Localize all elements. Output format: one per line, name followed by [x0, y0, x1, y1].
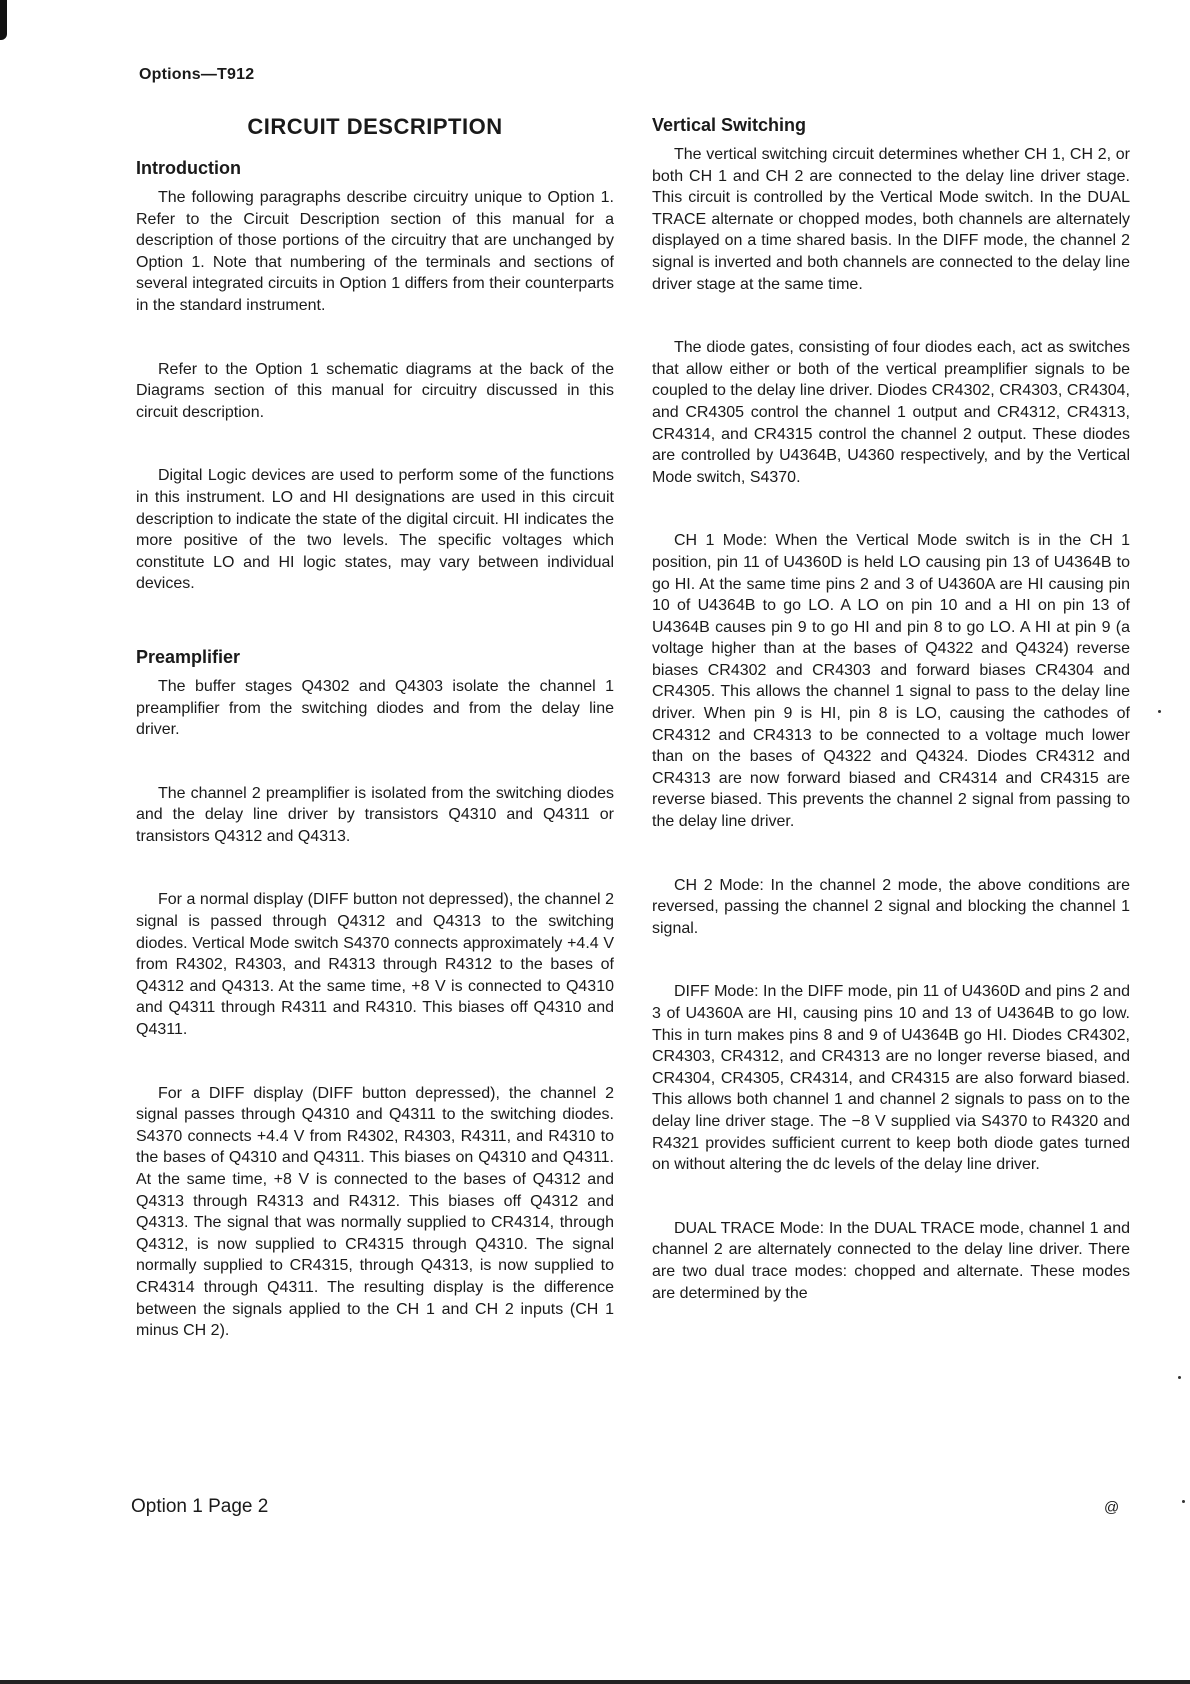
section-heading-vertical-switching: Vertical Switching: [652, 115, 807, 135]
paragraph: Refer to the Option 1 schematic diagrams at the back of the Diagrams section of this manual for circuitry discussed in this circuit description.: [136, 360, 614, 421]
page-title: CIRCUIT DESCRIPTION: [247, 114, 503, 139]
scan-edge-mark: [0, 0, 7, 40]
scan-bottom-edge: [0, 1680, 1190, 1684]
paragraph: The vertical switching circuit determines whether CH 1, CH 2, or both CH 1 and CH 2 are connected to the delay line driver stage. This circuit is controlled by the Vertical Mode switch. In the DUAL TRACE alternate or chopped modes, both channels are alternately displayed on a time shared basis. In the DIFF mode, the channel 2 signal is inverted and both channels are connected to the delay line driver stage at the same time.: [652, 146, 1130, 293]
paragraph: For a normal display (DIFF button not depressed), the channel 2 signal is passed through Q4312 and Q4313 to the switching diodes. Vertical Mode switch S4370 connects approximately +4.4 V from R4302, R4303, and R4313 through R4312 to the bases of Q4312 and Q4313. At the same time, +8 V is connected to Q4310 and Q4311 through R4311 and R4310. This biases off Q4310 and Q4311.: [136, 891, 614, 1039]
paragraph: The following paragraphs describe circuitry unique to Option 1. Refer to the Circuit Description section of this manual for a description of those portions of the circuitry that are unchanged by Option 1. Note that numbering of the terminals and sections of several integrated circuits in Option 1 differs from their counterparts in the standard instrument.: [136, 189, 614, 314]
paragraph: CH 2 Mode: In the channel 2 mode, the above conditions are reversed, passing the channel 2 signal and blocking the channel 1 signal.: [652, 876, 1130, 937]
right-column: [652, 112, 1130, 1304]
paragraph: Digital Logic devices are used to perform some of the functions in this instrument. LO and HI designations are used in this circuit description to indicate the state of the digital circuit. HI indicates the more positive of the two levels. The specific voltages which constitute LO and HI logic states, may vary between individual devices.: [136, 467, 614, 593]
scan-speck: [1178, 1376, 1181, 1379]
scan-speck: [1158, 710, 1161, 713]
paragraph: For a DIFF display (DIFF button depressed), the channel 2 signal passes through Q4310 and Q4311 to the switching diodes. S4370 connects +4.4 V from R4302, R4303, R4311, and R4310 to the bases of Q4310 and Q4311. This biases on Q4310 and Q4311. At the same time, +8 V is connected to the bases of Q4312 and Q4313 through R4313 and R4312. This biases off Q4312 and Q4313. The signal that was normally supplied to CR4314, through Q4312, is now supplied to CR4315 through Q4310. The signal normally supplied to CR4315, through Q4313, is now supplied to CR4314 through Q4311. The resulting display is the difference between the signals applied to the CH 1 and CH 2 inputs (CH 1 minus CH 2).: [136, 1084, 614, 1340]
left-column: [136, 112, 614, 1342]
paragraph: The diode gates, consisting of four diodes each, act as switches that allow either or both of the vertical preamplifier signals to be coupled to the delay line driver. Diodes CR4302, CR4303, CR4304, and CR4305 control the channel 1 output and CR4312, CR4313, CR4314, and CR4315 control the channel 2 output. These diodes are controlled by U4364B, U4360 respectively, and by the Vertical Mode switch, S4370.: [652, 339, 1130, 486]
paragraph: The buffer stages Q4302 and Q4303 isolate the channel 1 preamplifier from the switching diodes and from the delay line driver.: [136, 677, 614, 739]
paragraph: CH 1 Mode: When the Vertical Mode switch is in the CH 1 position, pin 11 of U4360D is held LO causing pin 13 of U4364B to go HI. At the same time pins 2 and 3 of U4360A are HI causing pin 10 of U4364B to go LO. A LO on pin 10 and a HI on pin 13 of U4364B causes pin 9 to go HI and pin 8 to go LO. A HI at pin 9 (a voltage higher than at the bases of Q4322 and Q4324) reverse biases CR4302 and CR4303 and forward biases CR4304 and CR4305. This allows the channel 1 signal to pass to the delay line driver. When pin 9 is HI, pin 8 is LO, causing the cathodes of CR4312 and CR4313 to be connected to a voltage much lower than on the bases of Q4322 and Q4324. Diodes CR4312 and CR4313 are now forward biased and CR4314 and CR4315 are reverse biased. This prevents the channel 2 signal from passing to the delay line driver.: [652, 532, 1130, 831]
paragraph: DIFF Mode: In the DIFF mode, pin 11 of U4360D and pins 2 and 3 of U4360A are HI, causing pins 10 and 13 of U4364B to go low. This in turn makes pins 8 and 9 of U4364B go HI. Diodes CR4302, CR4303, CR4312, and CR4313 are no longer reverse biased, and CR4304, CR4305, CR4314, and CR4315 are also forward biased. This allows both channel 1 and channel 2 signals to pass on to the delay line driver stage. The −8 V supplied via S4370 to R4320 and R4321 provides sufficient current to keep both diode gates turned on without altering the dc levels of the delay line driver.: [652, 983, 1130, 1174]
section-heading-preamplifier: Preamplifier: [136, 646, 241, 667]
section-heading-introduction: Introduction: [136, 158, 241, 178]
page-number-label: Option 1 Page 2: [131, 1496, 269, 1517]
paragraph: DUAL TRACE Mode: In the DUAL TRACE mode, channel 1 and channel 2 are alternately connected to the delay line driver. There are two dual trace modes: chopped and alternate. These modes are determined by the: [652, 1219, 1130, 1302]
footer-mark: @: [1104, 1499, 1120, 1516]
paragraph: The channel 2 preamplifier is isolated from the switching diodes and the delay line driver by transistors Q4310 and Q4311 or transistors Q4312 and Q4313.: [136, 784, 614, 845]
running-header: Options—T912: [139, 66, 255, 83]
scan-speck: [1182, 1500, 1185, 1503]
